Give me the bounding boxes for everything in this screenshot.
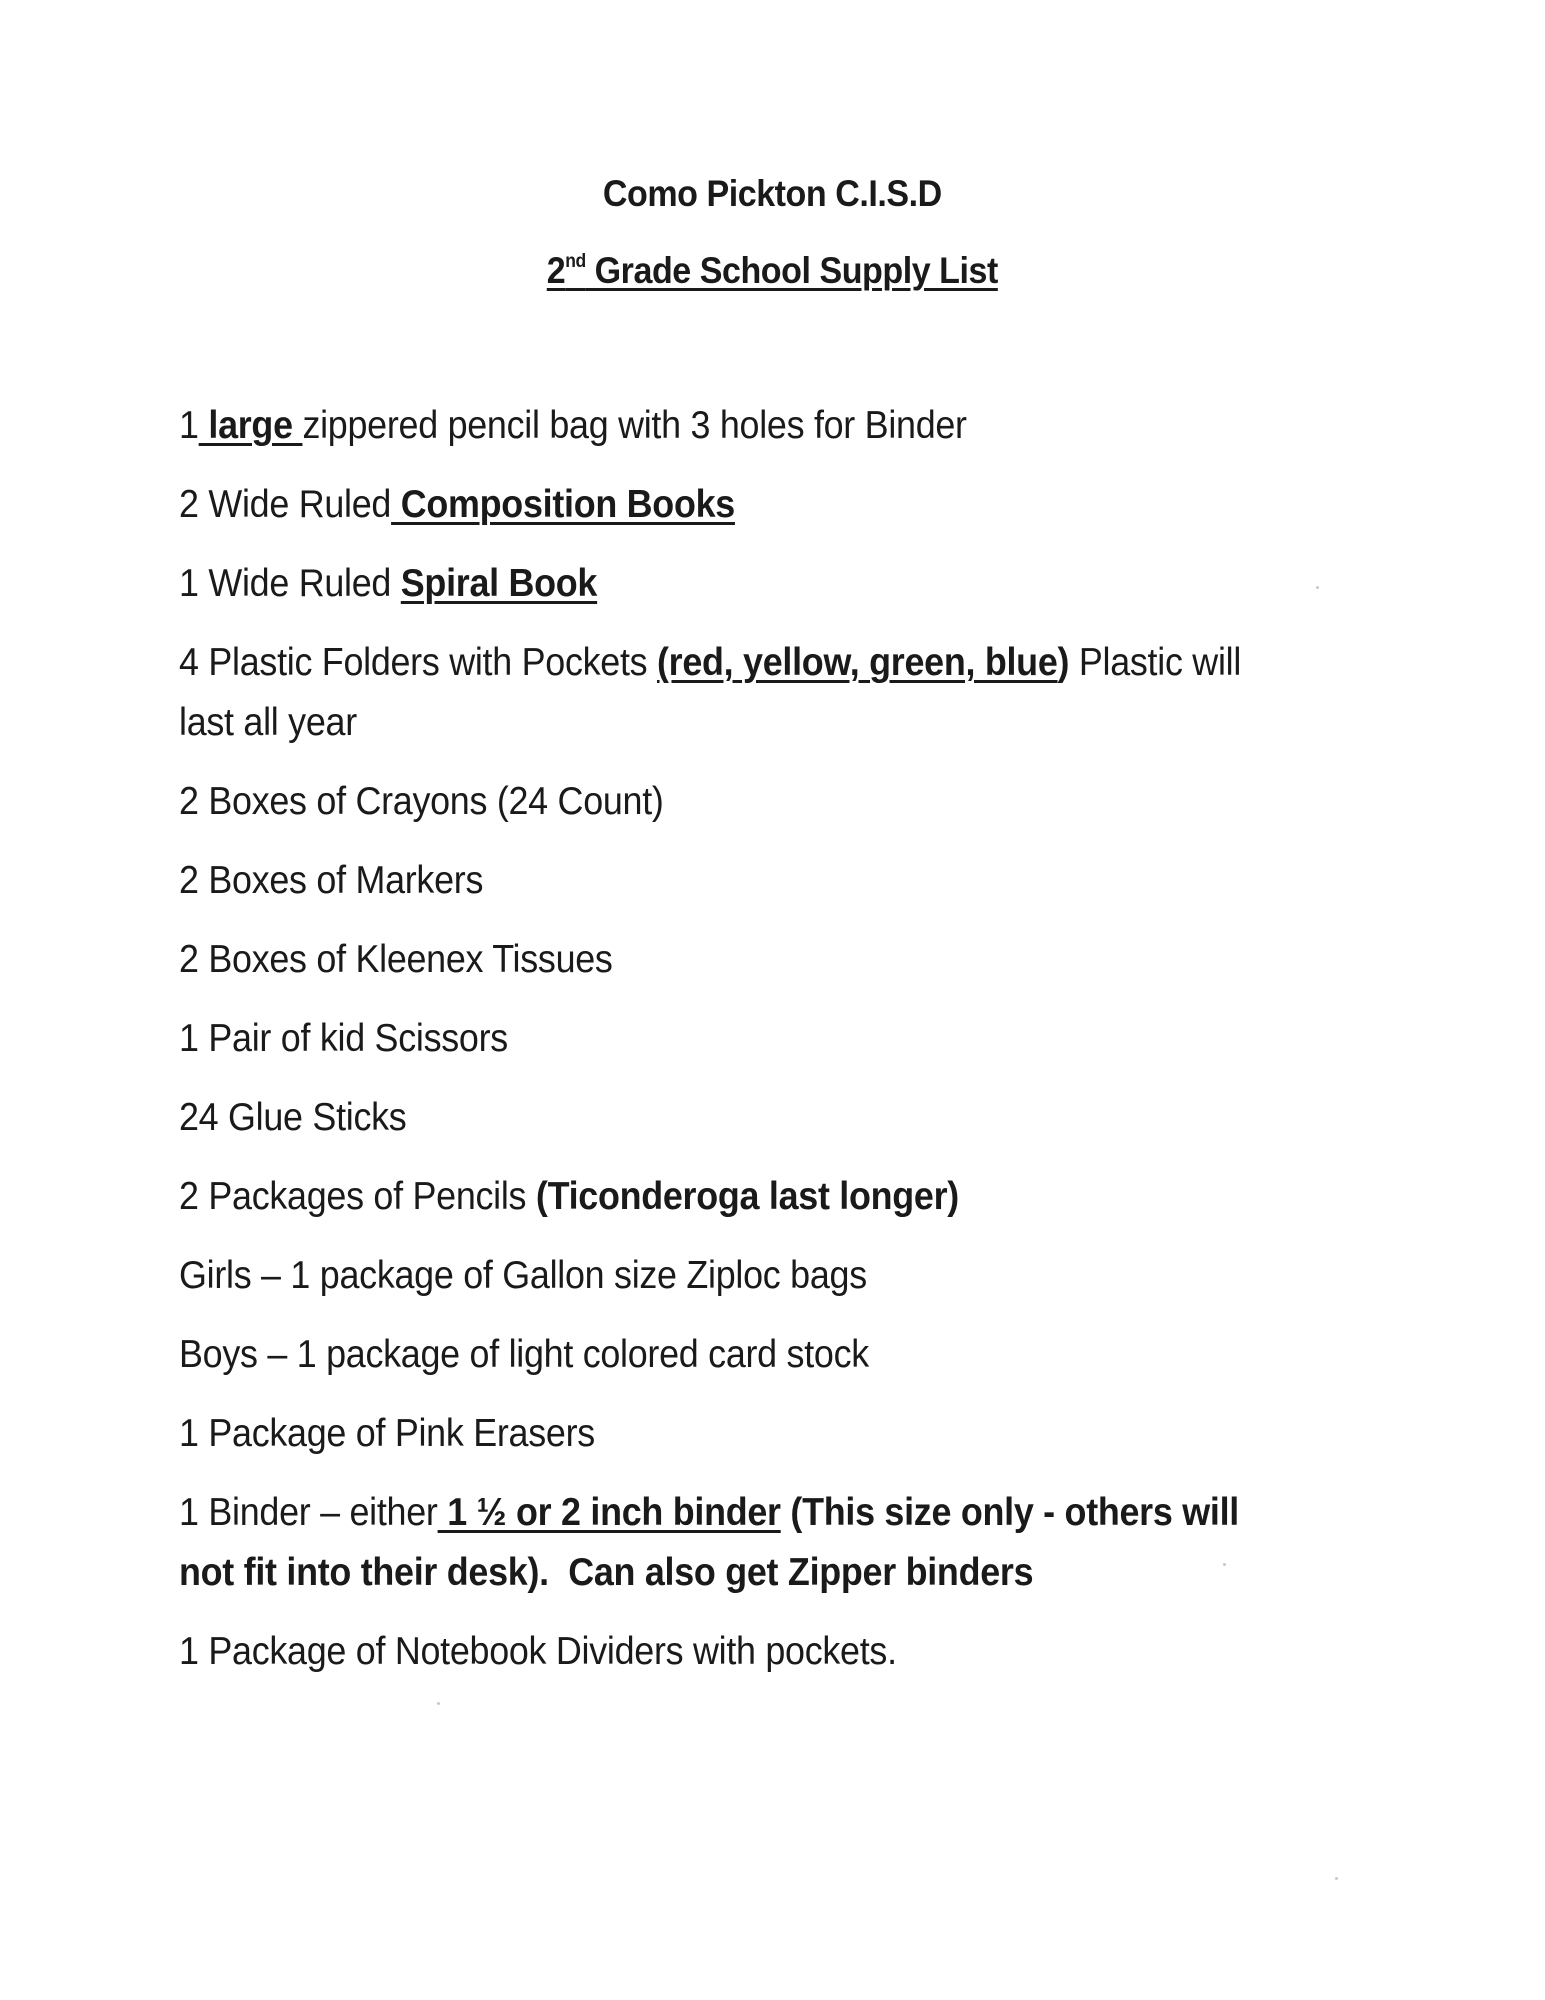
grade-ordinal: nd [565,251,586,272]
list-item: 2 Wide Ruled Composition Books [179,483,735,526]
list-item: 1 Pair of kid Scissors [179,1017,508,1060]
emphasis-binder-size: 1 ½ or 2 inch binder [437,1491,781,1534]
emphasis-ticonderoga: (Ticonderoga last longer) [535,1175,959,1218]
emphasis-binder-note: (This size only - others will not fit into their desk). Can also get Zipper binders [179,1491,1249,1594]
document-title: Como Pickton C.I.S.D [602,173,942,214]
scan-speck [437,1702,440,1705]
list-item: 1 Binder – either 1 ½ or 2 inch binder (This size only - others will not fit into their desk). Can also get Zipper binders [179,1491,1249,1594]
emphasis-folder-colors: (red, yellow, green, blue [656,641,1058,684]
list-item: 24 Glue Sticks [179,1096,407,1139]
list-item: Boys – 1 package of light colored card stock [179,1333,869,1376]
emphasis-composition-books: Composition Books [391,483,735,526]
list-item: Girls – 1 package of Gallon size Ziploc bags [179,1254,867,1297]
list-item: 2 Boxes of Kleenex Tissues [179,938,613,981]
list-item: 2 Packages of Pencils (Ticonderoga last longer) [179,1175,959,1218]
list-item: 1 large zippered pencil bag with 3 holes for Binder [179,404,967,447]
list-item: 1 Package of Notebook Dividers with pockets. [179,1630,897,1673]
scan-speck [1223,1563,1226,1566]
grade-number: 2 [546,250,566,291]
subtitle-text [547,250,998,291]
document-subtitle [62,250,1483,292]
list-item: 2 Boxes of Markers [179,859,484,902]
emphasis-spiral-book: Spiral Book [400,562,598,605]
list-item: 4 Plastic Folders with Pockets (red, yellow, green, blue) Plastic will last all year [179,641,1251,744]
emphasis-large: large [198,404,303,447]
list-item: 1 Wide Ruled Spiral Book [179,562,598,605]
subtitle-label: Grade School Supply List [585,250,998,291]
scan-speck [1335,1877,1338,1880]
list-item: 2 Boxes of Crayons (24 Count) [179,780,664,823]
supply-list [179,396,1251,1701]
list-item: 1 Package of Pink Erasers [179,1412,595,1455]
scan-speck [1316,586,1319,589]
